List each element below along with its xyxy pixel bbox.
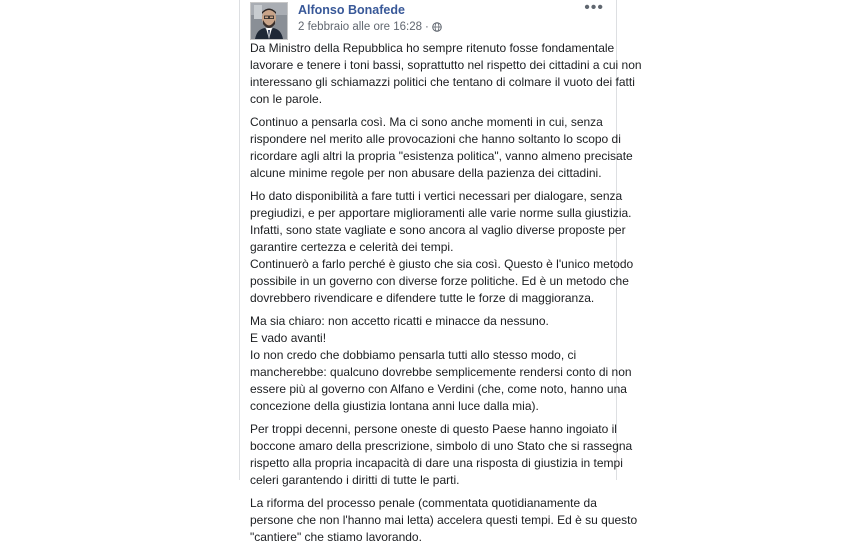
post-text-line: ricordare agli altri la propria "esistenza politica", vanno almeno precisate xyxy=(250,148,633,163)
post-paragraph xyxy=(250,313,632,414)
post-text-line: Ma sia chiaro: non accetto ricatti e minacce da nessuno. xyxy=(250,314,549,329)
post-text-line: boccone amaro della prescrizione, simbolo di uno Stato che si rassegna xyxy=(250,438,633,453)
post-paragraph xyxy=(250,495,638,546)
post-text-line: possibile in un governo con diverse forze politiche. Ed è un metodo che xyxy=(250,273,629,288)
post-text-line: garantire certezza e celerità dei tempi. xyxy=(250,239,454,254)
post-meta xyxy=(298,21,442,33)
post-text-line: Per troppi decenni, persone oneste di questo Paese hanno ingoiato il xyxy=(250,422,617,437)
post-text-line: Infatti, sono state vagliate e sono ancora al vaglio diverse proposte per xyxy=(250,223,626,238)
post-text-line: con le parole. xyxy=(250,91,323,106)
post-text-line: pregiudizi, e per apportare miglioramenti alle varie norme sulla giustizia. xyxy=(250,206,632,221)
post-paragraph xyxy=(250,114,633,182)
post-text-line: La riforma del processo penale (commentata quotidianamente da xyxy=(250,496,597,511)
post-text-line: E vado avanti! xyxy=(250,331,327,345)
post-text-line: interessano gli schiamazzi politici che tentano di colmare il vuoto dei fatti xyxy=(250,74,635,89)
post-text-line: lavorare e tenere i toni bassi, soprattutto nel rispetto dei cittadini a cui non xyxy=(250,57,642,72)
post-text-line: mancherebbe: qualcuno dovrebbe semplicemente rendersi conto di non xyxy=(250,364,632,379)
post-paragraph xyxy=(250,421,633,489)
post-text-line: celeri garantendo i diritti di tutte le parti. xyxy=(250,472,460,487)
post-text-line: alcune minime regole per non abusare della pazienza dei cittadini. xyxy=(250,165,602,180)
post-text-line: rispondere nel merito alle provocazioni che hanno soltanto lo scopo di xyxy=(250,132,621,147)
post-text-line: persone che non l'hanno mai letta) accelera questi tempi. Ed è su questo xyxy=(250,513,638,528)
post-text-line: rispetto alla propria incapacità di dare una risposta di giustizia in tempi xyxy=(250,455,623,470)
post-text-line: Continuerò a farlo perché è giusto che sia così. Questo è l'unico metodo xyxy=(250,256,634,271)
facebook-post xyxy=(239,0,642,544)
post-text-line: Continuo a pensarla così. Ma ci sono anche momenti in cui, senza xyxy=(250,115,603,130)
author-name[interactable]: Alfonso Bonafede xyxy=(298,3,405,17)
post-paragraph xyxy=(250,188,634,306)
post-body xyxy=(250,40,642,552)
post-text-line: concezione della giustizia lontana anni luce dalla mia). xyxy=(250,398,539,413)
more-options-icon[interactable]: ••• xyxy=(584,0,604,16)
post-text-line: "cantiere" che stiamo lavorando. xyxy=(250,529,422,544)
meta-separator: · xyxy=(425,21,429,33)
post-header xyxy=(250,2,606,42)
post-text-line: Da Ministro della Repubblica ho sempre ritenuto fosse fondamentale xyxy=(250,41,615,55)
post-text-line: Io non credo che dobbiamo pensarla tutti allo stesso modo, ci xyxy=(250,347,577,362)
globe-icon[interactable] xyxy=(432,22,442,32)
post-text-line: Ho dato disponibilità a fare tutti i vertici necessari per dialogare, senza xyxy=(250,189,623,204)
post-text-line: essere più al governo con Alfano e Verdini (che, come noto, hanno una xyxy=(250,381,627,396)
post-text-line: dovrebbero rivendicare e difendere tutte le forze di maggioranza. xyxy=(250,290,595,305)
avatar[interactable] xyxy=(250,2,288,40)
post-timestamp[interactable]: 2 febbraio alle ore 16:28 xyxy=(298,21,423,33)
post-paragraph xyxy=(250,40,642,108)
